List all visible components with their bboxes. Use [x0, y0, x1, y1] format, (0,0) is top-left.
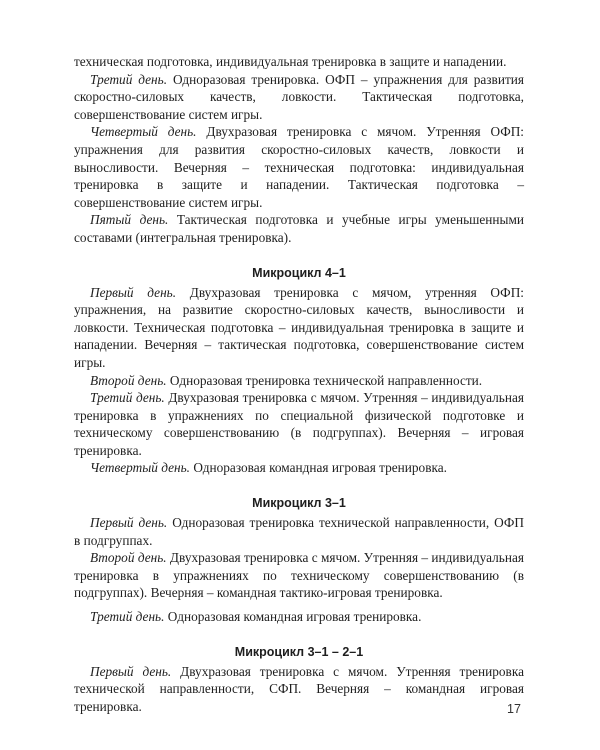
- paragraph-text: Одноразовая тренировка. ОФП – упражнения для развития скоростно-силовых качеств, ловкости. Тактическая подготовка, совершенствование систем игры.: [74, 71, 524, 122]
- paragraph: [74, 608, 524, 626]
- paragraph-text: Двухразовая тренировка с мячом. Утренняя – индивидуальная тренировка в упражнениях по техническому совершенствованию (в подгруппах). Вечерняя – командная тактико-игровая тренировка.: [74, 550, 524, 601]
- day-label: Четвертый день.: [90, 124, 197, 140]
- paragraph: [74, 514, 524, 549]
- intro-continuation: техническая подготовка, индивидуальная тренировка в защите и нападении.: [74, 54, 507, 69]
- page-body: [74, 53, 524, 715]
- paragraph: [74, 211, 524, 246]
- paragraph: [74, 549, 524, 602]
- day-label: Пятый день.: [90, 212, 169, 228]
- day-label: Второй день.: [90, 550, 167, 566]
- paragraph: [74, 459, 524, 477]
- paragraph-text: Двухразовая тренировка с мячом, утренняя ОФП: упражнения, на развитие скоростно-силовых качеств, выносливости и ловкости. Техническая подготовка – индивидуальная тренировка в защите и нападении. Вечерняя – тактическая подготовка, совершенствование систем игры.: [74, 284, 524, 370]
- day-label: Четвертый день.: [90, 460, 190, 476]
- day-label: Третий день.: [90, 609, 165, 625]
- paragraph: [74, 71, 524, 124]
- page-number: 17: [507, 702, 521, 716]
- day-label: Первый день.: [90, 284, 177, 300]
- paragraph: [74, 284, 524, 372]
- paragraph: [74, 123, 524, 211]
- section-heading: Микроцикл 3–1: [252, 496, 346, 511]
- paragraph-text: Одноразовая тренировка технической направленности, ОФП в подгруппах.: [74, 515, 524, 548]
- day-label: Первый день.: [90, 515, 168, 531]
- day-label: Первый день.: [90, 663, 172, 679]
- paragraph-text: Двухразовая тренировка с мячом. Утренняя ОФП: упражнения для развития скоростно-силовых качеств, ловкости и выносливости. Вечерняя – техническая подготовка: индивидуальная тренировка в защите и нападении. Тактическая подготовка – совершенствование систем игры.: [74, 124, 525, 210]
- day-label: Третий день.: [90, 390, 165, 406]
- paragraph-text: Тактическая подготовка и учебные игры уменьшенными составами (интегральная тренировка).: [74, 212, 524, 245]
- paragraph: [74, 372, 524, 390]
- paragraph-text: Одноразовая тренировка технической направленности.: [169, 372, 483, 388]
- paragraph: [74, 389, 524, 459]
- section-heading: Микроцикл 4–1: [252, 265, 346, 280]
- paragraph-text: Одноразовая командная игровая тренировка.: [167, 609, 422, 625]
- day-label: Третий день.: [90, 71, 168, 87]
- paragraph-text: Двухразовая тренировка с мячом. Утренняя тренировка технической направленности, СФП. Вечерняя – командная игровая тренировка.: [74, 663, 524, 714]
- section-heading: Микроцикл 3–1 – 2–1: [234, 644, 364, 659]
- day-label: Второй день.: [90, 372, 167, 388]
- paragraph: [74, 663, 524, 716]
- paragraph-text: Двухразовая тренировка с мячом. Утренняя – индивидуальная тренировка в упражнениях по специальной физической подготовке и техническому совершенствованию (в подгруппах). Вечерняя – игровая тренировка.: [74, 390, 524, 458]
- paragraph-text: Одноразовая командная игровая тренировка.: [193, 460, 447, 476]
